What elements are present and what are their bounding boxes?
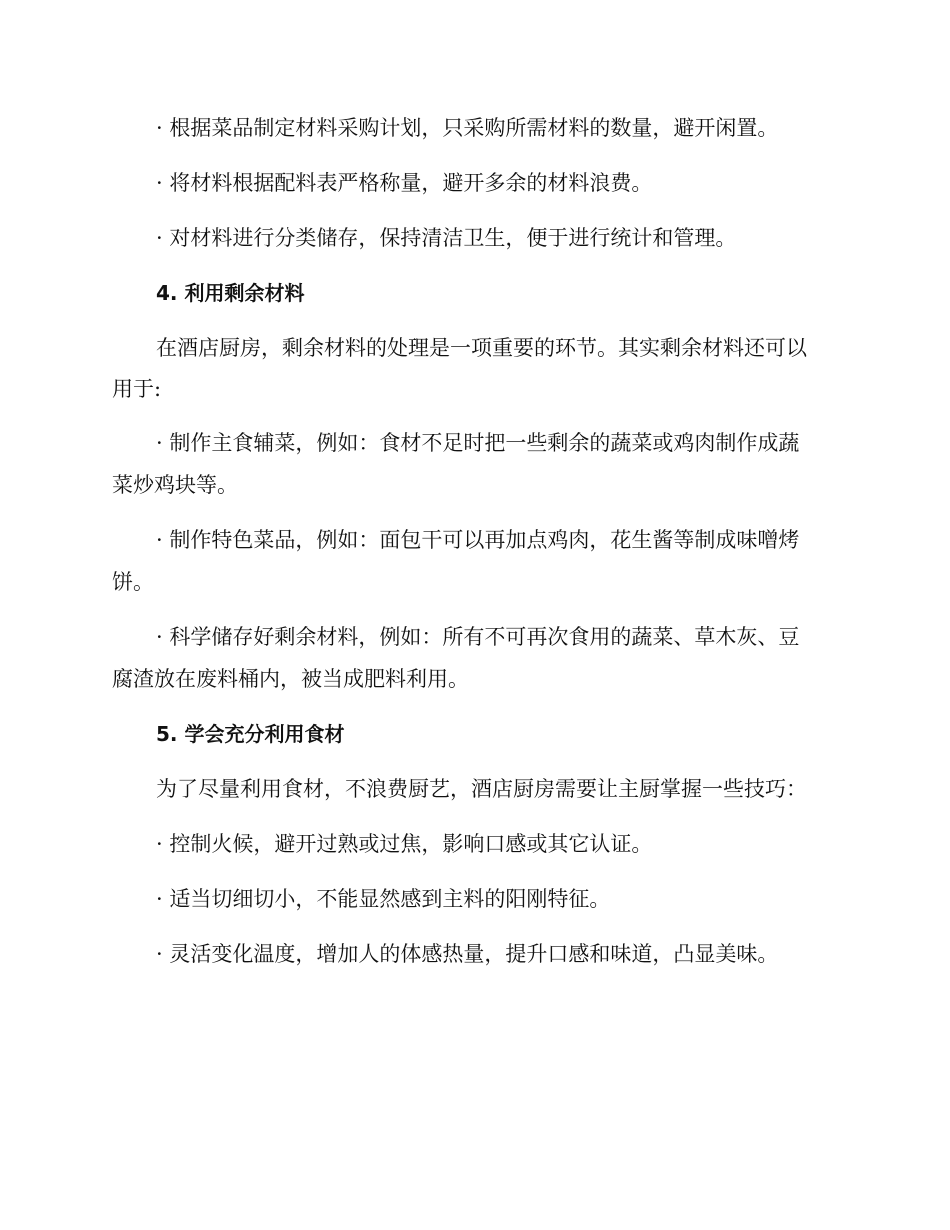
section-5-heading: 5. 学会充分利用食材: [156, 722, 345, 746]
section-4-intro-line-2: 用于:: [112, 377, 162, 401]
section-4-item-3-line-1: · 科学储存好剩余材料，例如：所有不可再次食用的蔬菜、草木灰、豆: [156, 625, 800, 649]
bullet-temperature: · 灵活变化温度，增加人的体感热量，提升口感和味道，凸显美味。: [156, 942, 779, 966]
section-4-item-1-line-2: 菜炒鸡块等。: [112, 473, 238, 497]
bullet-classified-storage: · 对材料进行分类储存，保持清洁卫生，便于进行统计和管理。: [156, 226, 737, 250]
section-4-heading: 4. 利用剩余材料: [156, 281, 305, 305]
section-4-item-3-line-2: 腐渣放在废料桶内，被当成肥料利用。: [112, 667, 469, 691]
bullet-cut-small: · 适当切细切小，不能显然感到主料的阳刚特征。: [156, 887, 611, 911]
bullet-weigh-materials: · 将材料根据配料表严格称量，避开多余的材料浪费。: [156, 171, 653, 195]
bullet-heat-control: · 控制火候，避开过熟或过焦，影响口感或其它认证。: [156, 832, 653, 856]
section-5-intro: 为了尽量利用食材，不浪费厨艺，酒店厨房需要让主厨掌握一些技巧：: [156, 777, 807, 801]
bullet-purchase-plan: · 根据菜品制定材料采购计划，只采购所需材料的数量，避开闲置。: [156, 116, 779, 140]
section-4-item-2-line-2: 饼。: [112, 570, 154, 594]
section-4-intro-line-1: 在酒店厨房，剩余材料的处理是一项重要的环节。其实剩余材料还可以: [156, 336, 807, 360]
section-4-item-2-line-1: · 制作特色菜品，例如：面包干可以再加点鸡肉，花生酱等制成味噌烤: [156, 528, 800, 552]
section-4-item-1-line-1: · 制作主食辅菜，例如：食材不足时把一些剩余的蔬菜或鸡肉制作成蔬: [156, 431, 800, 455]
